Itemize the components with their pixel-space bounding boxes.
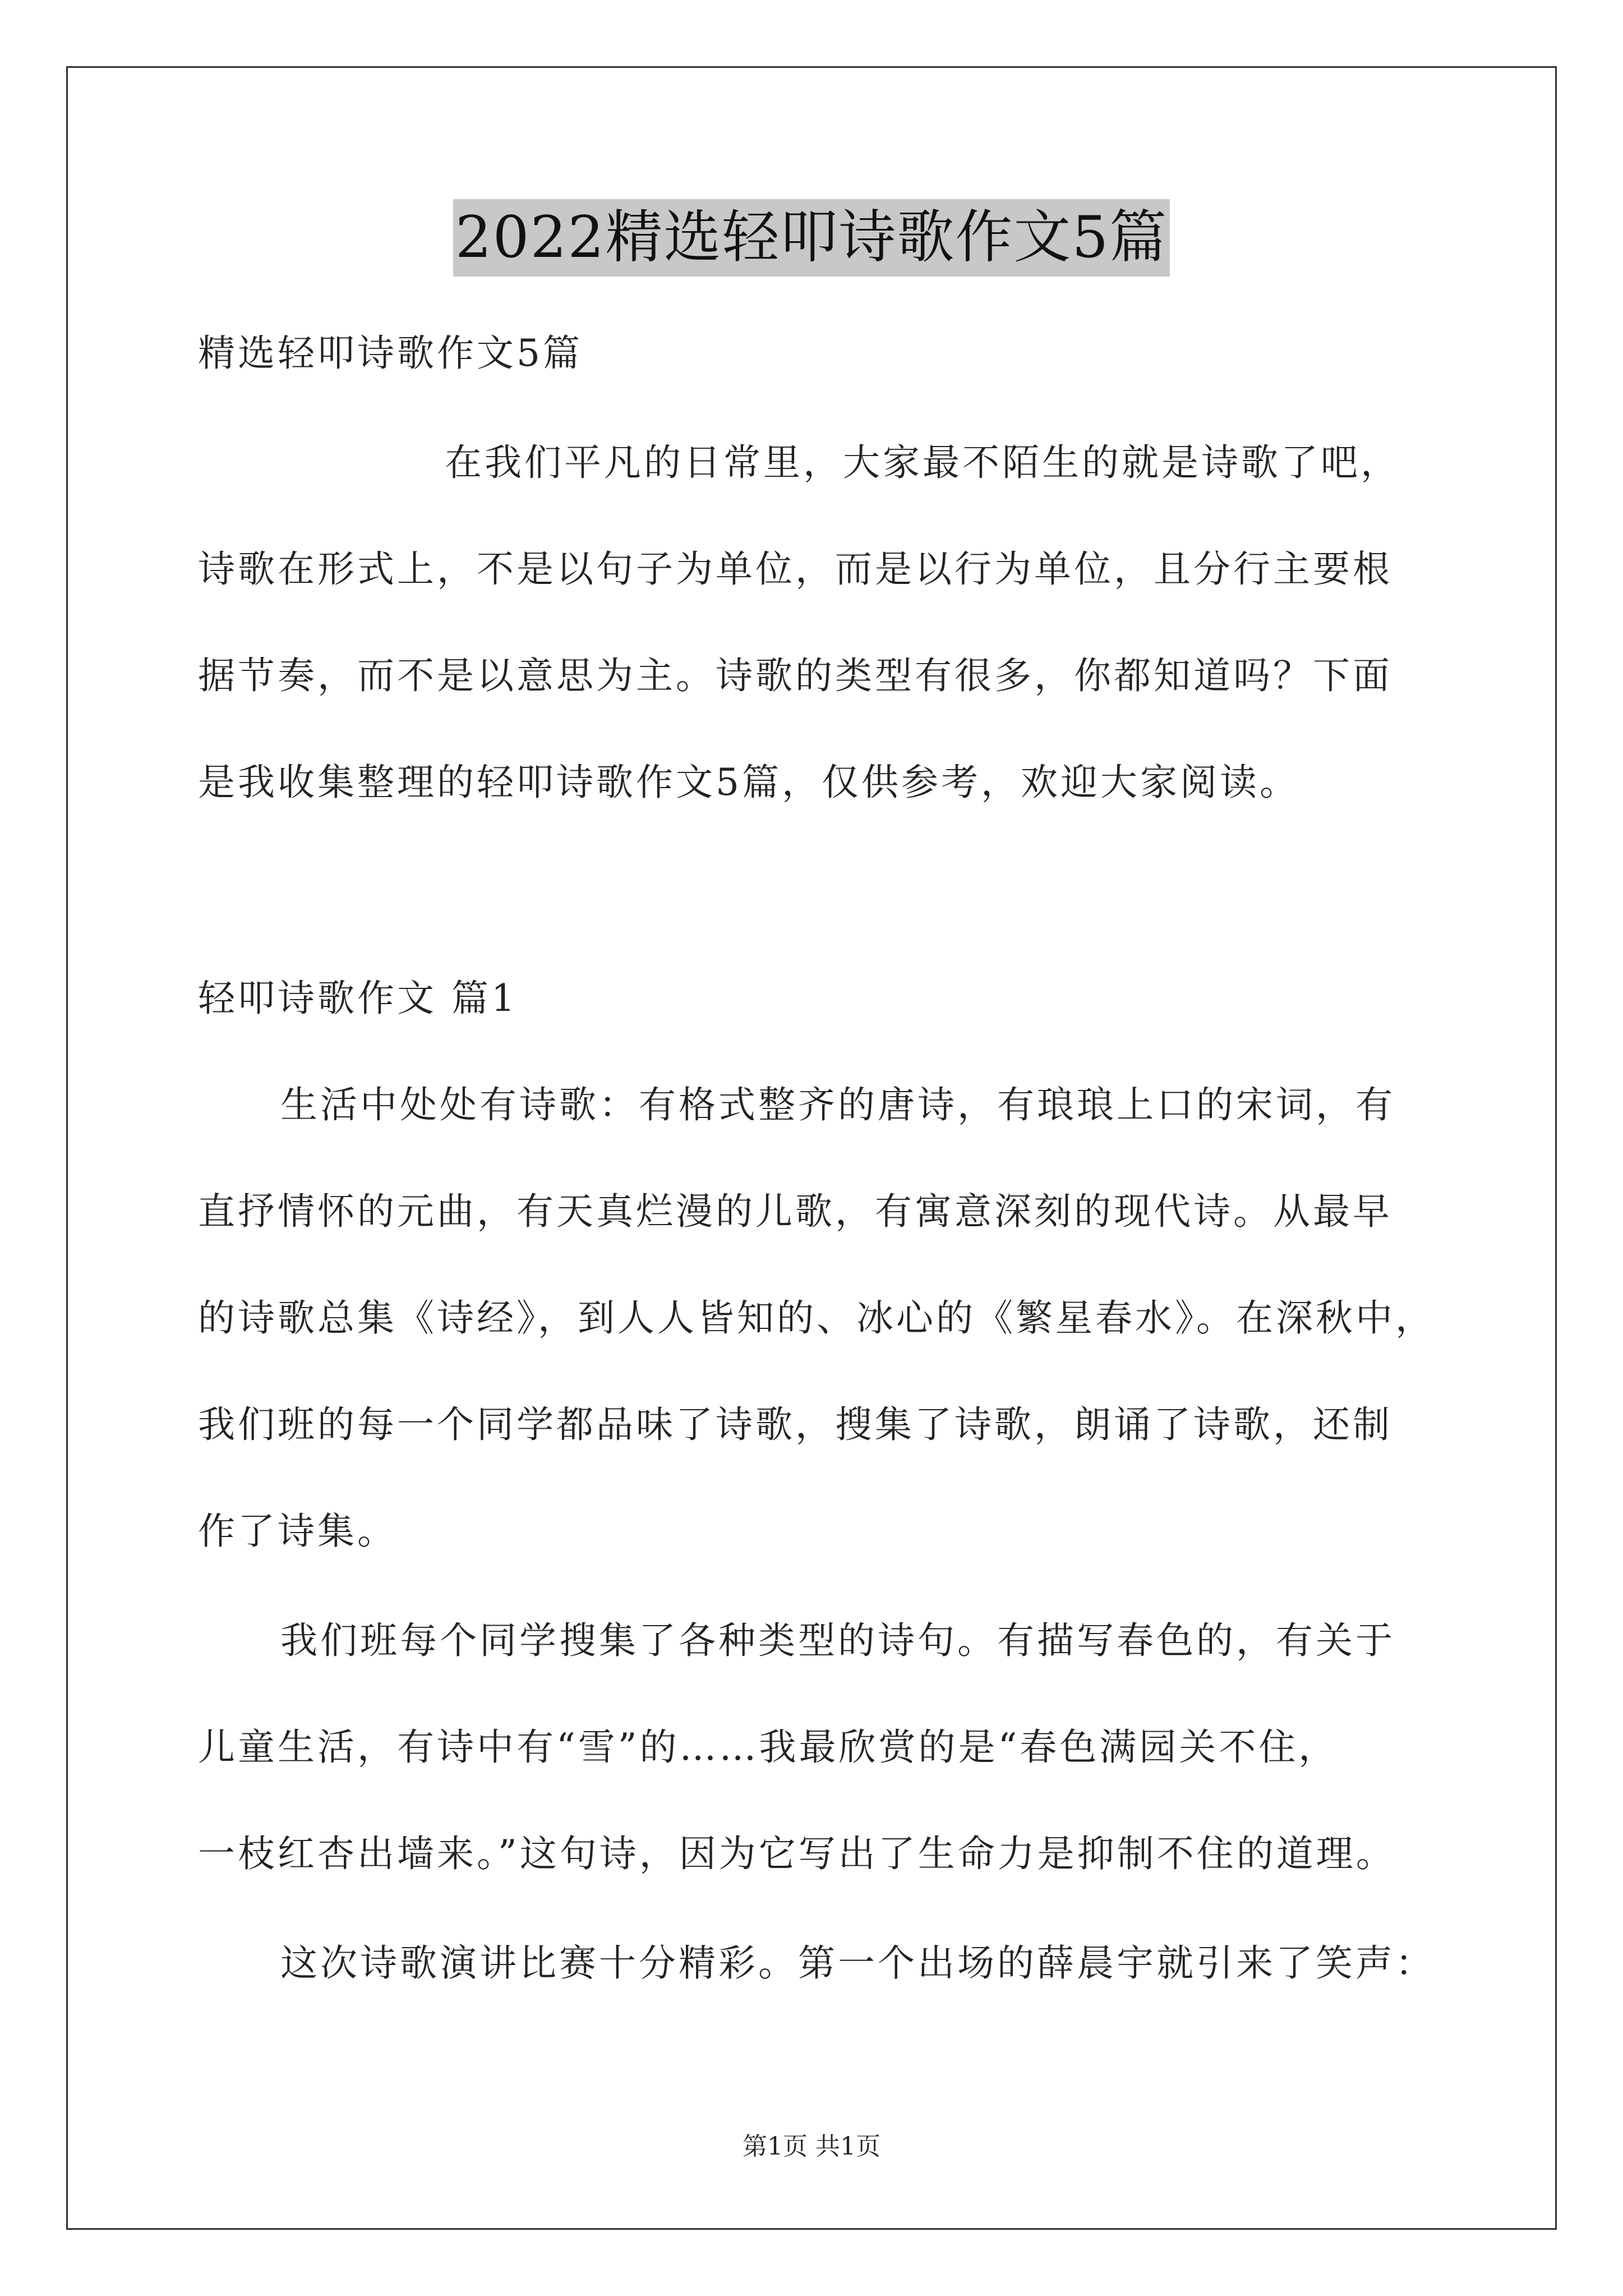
document-subtitle: 精选轻叩诗歌作文5篇 (198, 332, 583, 375)
paragraph3-line-1: 这次诗歌演讲比赛十分精彩。第一个出场的薛晨宇就引来了笑声： (280, 1941, 1435, 1985)
paragraph1-line-2: 直抒情怀的元曲，有天真烂漫的儿歌，有寓意深刻的现代诗。从最早 (198, 1190, 1393, 1233)
intro-line-1: 在我们平凡的日常里，大家最不陌生的就是诗歌了吧， (445, 441, 1400, 484)
document-title: 2022精选轻叩诗歌作文5篇 (453, 199, 1170, 277)
paragraph1-line-1: 生活中处处有诗歌：有格式整齐的唐诗，有琅琅上口的宋词，有 (280, 1083, 1395, 1126)
paragraph1-line-5: 作了诗集。 (198, 1510, 397, 1553)
paragraph2-line-2: 儿童生活，有诗中有“雪”的……我最欣赏的是“春色满园关不住， (198, 1726, 1339, 1769)
document-title-block (0, 199, 1623, 277)
intro-line-2: 诗歌在形式上，不是以句子为单位，而是以行为单位，且分行主要根 (198, 547, 1393, 591)
intro-line-3: 据节奏，而不是以意思为主。诗歌的类型有很多，你都知道吗？下面 (198, 654, 1393, 697)
paragraph1-line-3: 的诗歌总集《诗经》，到人人皆知的、冰心的《繁星春水》。在深秋中， (198, 1296, 1435, 1340)
section-heading: 轻叩诗歌作文 篇1 (198, 977, 518, 1020)
page-footer: 第1页 共1页 (743, 2132, 880, 2161)
page-border (66, 66, 1557, 2230)
paragraph2-line-3: 一枝红杏出墙来。”这句诗，因为它写出了生命力是抑制不住的道理。 (198, 1832, 1396, 1875)
paragraph2-line-1: 我们班每个同学搜集了各种类型的诗句。有描写春色的，有关于 (280, 1619, 1395, 1662)
paragraph1-line-4: 我们班的每一个同学都品味了诗歌，搜集了诗歌，朗诵了诗歌，还制 (198, 1403, 1393, 1446)
intro-line-4: 是我收集整理的轻叩诗歌作文5篇，仅供参考，欢迎大家阅读。 (198, 761, 1299, 804)
